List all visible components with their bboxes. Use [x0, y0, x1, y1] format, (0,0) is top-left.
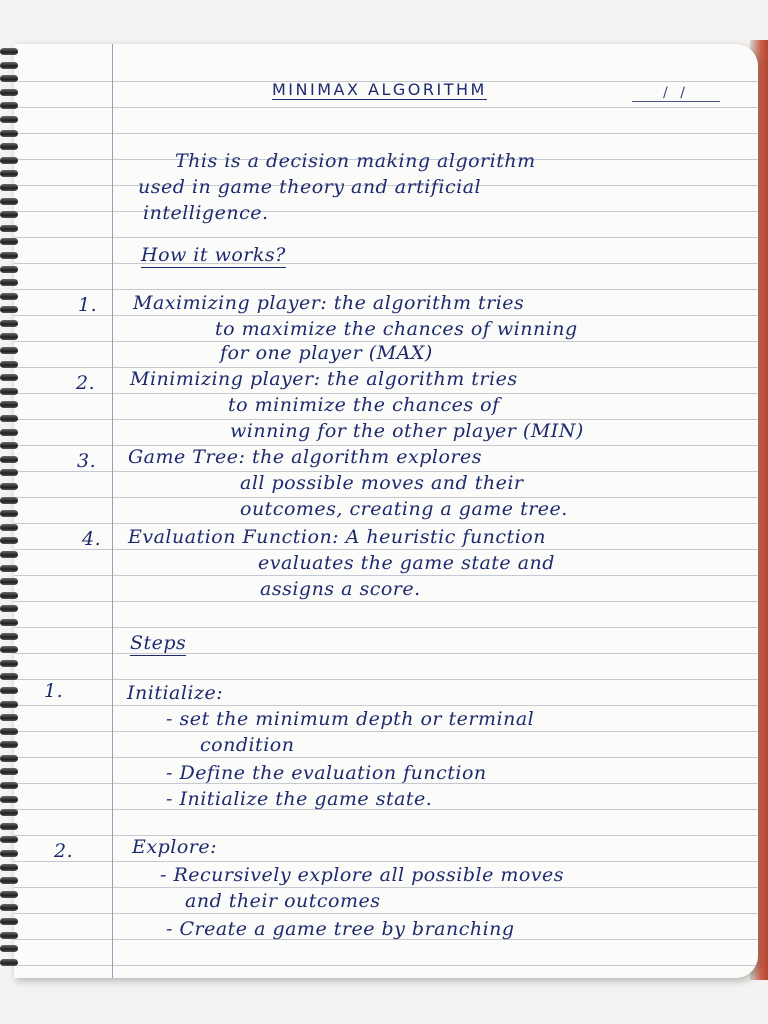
spiral-coil	[0, 510, 18, 517]
spiral-coil	[0, 660, 18, 667]
spiral-coil	[0, 293, 18, 300]
step-2-line-1: - Recursively explore all possible moves	[160, 864, 565, 886]
spiral-coil	[0, 782, 18, 789]
spiral-coil	[0, 374, 18, 381]
spiral-coil	[0, 361, 18, 368]
how-item-4-line-2: evaluates the game state and	[258, 552, 555, 574]
spiral-coil	[0, 646, 18, 653]
step-1-line-3: - Define the evaluation function	[166, 762, 487, 784]
spiral-coil	[0, 701, 18, 708]
spiral-coil	[0, 116, 18, 123]
spiral-coil	[0, 619, 18, 626]
spiral-coil	[0, 415, 18, 422]
spiral-coil	[0, 225, 18, 232]
how-item-4-line-1: Evaluation Function: A heuristic function	[128, 526, 546, 548]
spiral-coil	[0, 932, 18, 939]
step-1-line-1: - set the minimum depth or terminal	[166, 708, 535, 730]
spiral-coil	[0, 755, 18, 762]
spiral-coil	[0, 836, 18, 843]
steps-heading: Steps	[130, 632, 187, 654]
spiral-coil	[0, 633, 18, 640]
spiral-coil	[0, 320, 18, 327]
how-item-1-line-3: for one player (MAX)	[220, 342, 433, 364]
how-item-3-line-2: all possible moves and their	[240, 472, 524, 494]
how-item-2-number: 2.	[76, 372, 96, 394]
intro-line-2: used in game theory and artificial	[138, 176, 482, 198]
spiral-coil	[0, 537, 18, 544]
spiral-coil	[0, 456, 18, 463]
step-2-number: 2.	[54, 840, 74, 862]
spiral-coil	[0, 102, 18, 109]
spiral-coil	[0, 442, 18, 449]
spiral-coil	[0, 877, 18, 884]
spiral-coil	[0, 279, 18, 286]
spiral-coil	[0, 918, 18, 925]
step-1-line-4: - Initialize the game state.	[166, 788, 433, 810]
spiral-coil	[0, 401, 18, 408]
spiral-coil	[0, 388, 18, 395]
spiral-coil	[0, 714, 18, 721]
step-1-title: Initialize:	[127, 682, 224, 704]
spiral-coil	[0, 347, 18, 354]
how-item-2-line-1: Minimizing player: the algorithm tries	[130, 368, 518, 390]
spiral-coil	[0, 429, 18, 436]
spiral-coil	[0, 565, 18, 572]
spiral-coil	[0, 904, 18, 911]
spiral-coil	[0, 333, 18, 340]
spiral-coil	[0, 945, 18, 952]
intro-line-1: This is a decision making algorithm	[175, 150, 536, 172]
margin-line	[112, 44, 113, 978]
spiral-coil	[0, 864, 18, 871]
spiral-coil	[0, 306, 18, 313]
spiral-coil	[0, 673, 18, 680]
spiral-coil	[0, 592, 18, 599]
spiral-coil	[0, 238, 18, 245]
how-it-works-heading: How it works?	[141, 244, 286, 266]
spiral-coil	[0, 551, 18, 558]
spiral-coil	[0, 170, 18, 177]
spiral-coil	[0, 959, 18, 966]
spiral-coil	[0, 266, 18, 273]
spiral-coil	[0, 483, 18, 490]
how-item-1-line-1: Maximizing player: the algorithm tries	[133, 292, 525, 314]
how-item-4-line-3: assigns a score.	[260, 578, 421, 600]
spiral-coil	[0, 687, 18, 694]
spiral-coil	[0, 75, 18, 82]
spiral-coil	[0, 211, 18, 218]
date-field: / /	[632, 85, 720, 102]
spiral-coil	[0, 809, 18, 816]
spiral-coil	[0, 469, 18, 476]
step-2-line-3: - Create a game tree by branching	[166, 918, 515, 940]
spiral-coil	[0, 891, 18, 898]
page-title: MINIMAX ALGORITHM	[272, 80, 487, 99]
spiral-coil	[0, 741, 18, 748]
intro-line-3: intelligence.	[143, 202, 269, 224]
spiral-coil	[0, 578, 18, 585]
spiral-coil	[0, 605, 18, 612]
spiral-coil	[0, 89, 18, 96]
spiral-coil	[0, 796, 18, 803]
step-1-number: 1.	[44, 680, 64, 702]
spiral-coil	[0, 497, 18, 504]
spiral-coil	[0, 143, 18, 150]
how-item-1-number: 1.	[78, 294, 98, 316]
how-item-3-line-3: outcomes, creating a game tree.	[240, 498, 568, 520]
spiral-coil	[0, 62, 18, 69]
spiral-coil	[0, 198, 18, 205]
step-2-line-2: and their outcomes	[185, 890, 381, 912]
spiral-coil	[0, 850, 18, 857]
how-item-2-line-2: to minimize the chances of	[228, 394, 500, 416]
step-2-title: Explore:	[132, 836, 217, 858]
spiral-coil	[0, 823, 18, 830]
spiral-binding	[0, 48, 22, 978]
spiral-coil	[0, 48, 18, 55]
spiral-coil	[0, 524, 18, 531]
how-item-4-number: 4.	[82, 528, 102, 550]
how-item-1-line-2: to maximize the chances of winning	[215, 318, 578, 340]
spiral-coil	[0, 184, 18, 191]
how-item-2-line-3: winning for the other player (MIN)	[230, 420, 584, 442]
spiral-coil	[0, 130, 18, 137]
step-1-line-2: condition	[200, 734, 295, 756]
spiral-coil	[0, 768, 18, 775]
spiral-coil	[0, 728, 18, 735]
how-item-3-line-1: Game Tree: the algorithm explores	[128, 446, 482, 468]
spiral-coil	[0, 252, 18, 259]
how-item-3-number: 3.	[77, 450, 97, 472]
spiral-coil	[0, 157, 18, 164]
